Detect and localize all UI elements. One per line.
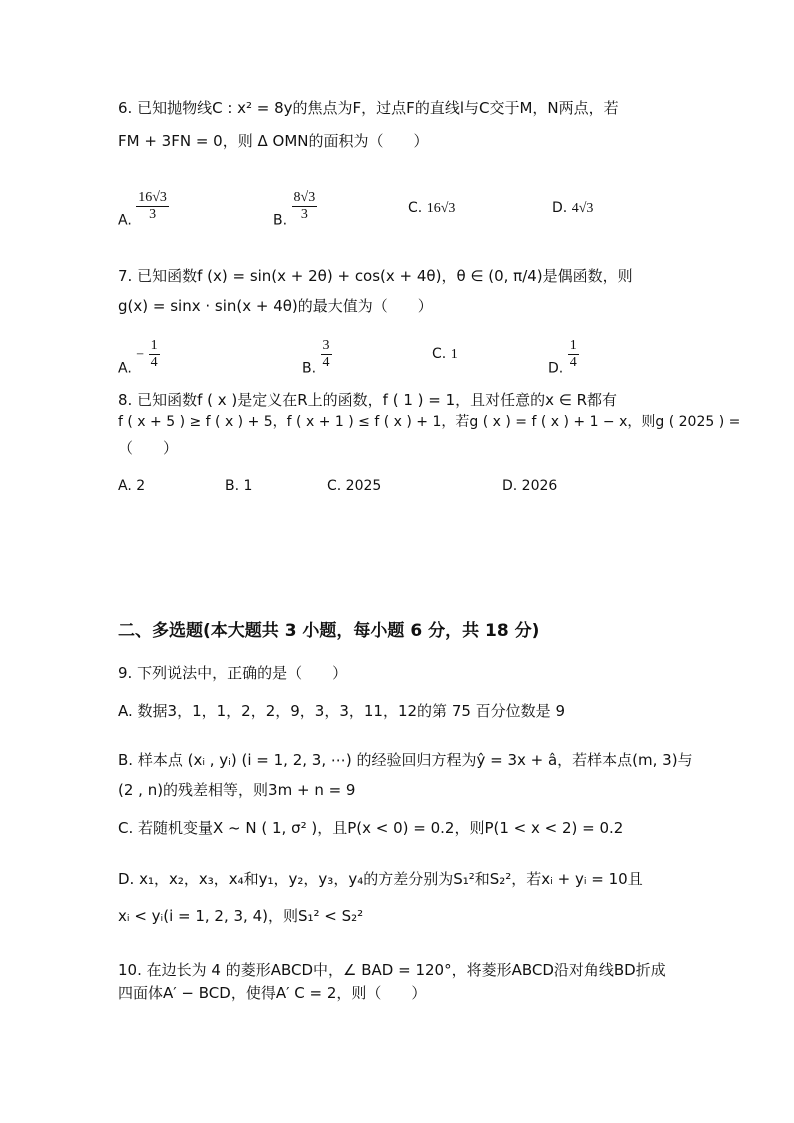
numerator: 8√3 [293, 190, 316, 205]
section-heading: 二、多选题(本大题共 3 小题，每小题 6 分，共 18 分) [118, 621, 540, 641]
q8-option-c[interactable]: C. 2025 [327, 478, 382, 494]
q8-option-b[interactable]: B. 1 [225, 478, 253, 494]
option-label: C. [408, 200, 423, 216]
q7-option-c[interactable] [432, 346, 458, 363]
q8-line2: f ( x + 5 ) ≥ f ( x ) + 5，f ( x + 1 ) ≤ f ( x ) + 1，若g ( x ) = f ( x ) + 1 − x，则g ( 2025 ) = [118, 414, 741, 430]
denominator: 4 [569, 355, 577, 370]
q6-option-a[interactable] [118, 190, 169, 229]
q9-option-c[interactable]: C. 若随机变量X ~ N ( 1, σ² )，且P(x < 0) = 0.2，则P(1 < x < 2) = 0.2 [118, 819, 624, 837]
option-label: A. [118, 212, 132, 229]
minus-sign: − [136, 347, 145, 363]
q8-option-a[interactable]: A. 2 [118, 478, 146, 494]
option-value: 16√3 [426, 201, 456, 216]
q10-line2: 四面体A′ − BCD，使得A′ C = 2，则（ ） [118, 984, 427, 1002]
numerator: 1 [569, 338, 577, 353]
fraction [292, 190, 318, 223]
q8-line1: 8. 已知函数f ( x )是定义在R上的函数，f ( 1 ) = 1，且对任意的x ∈ R都有 [118, 391, 618, 409]
q9-option-b-line2: (2 , n)的残差相等，则3m + n = 9 [118, 781, 356, 799]
q6-option-d[interactable] [552, 200, 593, 217]
denominator: 3 [300, 207, 308, 222]
option-label: B. [273, 212, 288, 229]
option-label: A. [118, 360, 132, 377]
q7-option-d[interactable] [548, 338, 579, 377]
q9-option-d-line1[interactable]: D. x₁，x₂，x₃，x₄和y₁，y₂，y₃，y₄的方差分别为S₁²和S₂²，若xᵢ + yᵢ = 10且 [118, 870, 643, 888]
q9-option-a[interactable]: A. 数据3，1，1，2，2，9，3，3，11，12的第 75 百分位数是 9 [118, 702, 565, 720]
q7-option-a[interactable] [118, 338, 160, 377]
q6-line2: FM + 3FN = 0，则 Δ OMN的面积为（ ） [118, 132, 429, 150]
q7-line1: 7. 已知函数f (x) = sin(x + 2θ) + cos(x + 4θ)，θ ∈ (0, π/4)是偶函数，则 [118, 267, 633, 285]
numerator: 3 [322, 338, 330, 353]
denominator: 4 [322, 355, 330, 370]
denominator: 3 [149, 207, 157, 222]
numerator: 1 [150, 338, 158, 353]
denominator: 4 [150, 355, 158, 370]
fraction [568, 338, 579, 371]
numerator: 16√3 [138, 190, 167, 205]
q9-option-d-line2: xᵢ < yᵢ(i = 1, 2, 3, 4)，则S₁² < S₂² [118, 907, 364, 925]
q6-option-b[interactable] [273, 190, 317, 229]
option-label: B. [302, 360, 317, 377]
q7-line2: g(x) = sinx · sin(x + 4θ)的最大值为（ ） [118, 297, 433, 315]
option-value: 4√3 [571, 201, 594, 216]
option-label: C. [432, 346, 447, 362]
fraction [321, 338, 332, 371]
q7-option-b[interactable] [302, 338, 332, 377]
q8-option-d[interactable]: D. 2026 [502, 478, 558, 494]
fraction [149, 338, 160, 371]
q9-option-b-line1[interactable]: B. 样本点 (xᵢ , yᵢ) (i = 1, 2, 3, ⋯) 的经验回归方程为ŷ = 3x + â，若样本点(m, 3)与 [118, 751, 693, 769]
q6-option-c[interactable] [408, 200, 455, 217]
option-value: 1 [450, 347, 458, 362]
q10-line1: 10. 在边长为 4 的菱形ABCD中，∠ BAD = 120°，将菱形ABCD沿对角线BD折成 [118, 961, 666, 979]
q9-line1: 9. 下列说法中，正确的是（ ） [118, 664, 348, 682]
q6-line1: 6. 已知抛物线C : x² = 8y的焦点为F，过点F的直线l与C交于M，N两点，若 [118, 99, 619, 117]
fraction [136, 190, 169, 223]
option-label: D. [548, 360, 564, 377]
option-label: D. [552, 200, 568, 216]
q8-line3: （ ） [118, 439, 179, 457]
